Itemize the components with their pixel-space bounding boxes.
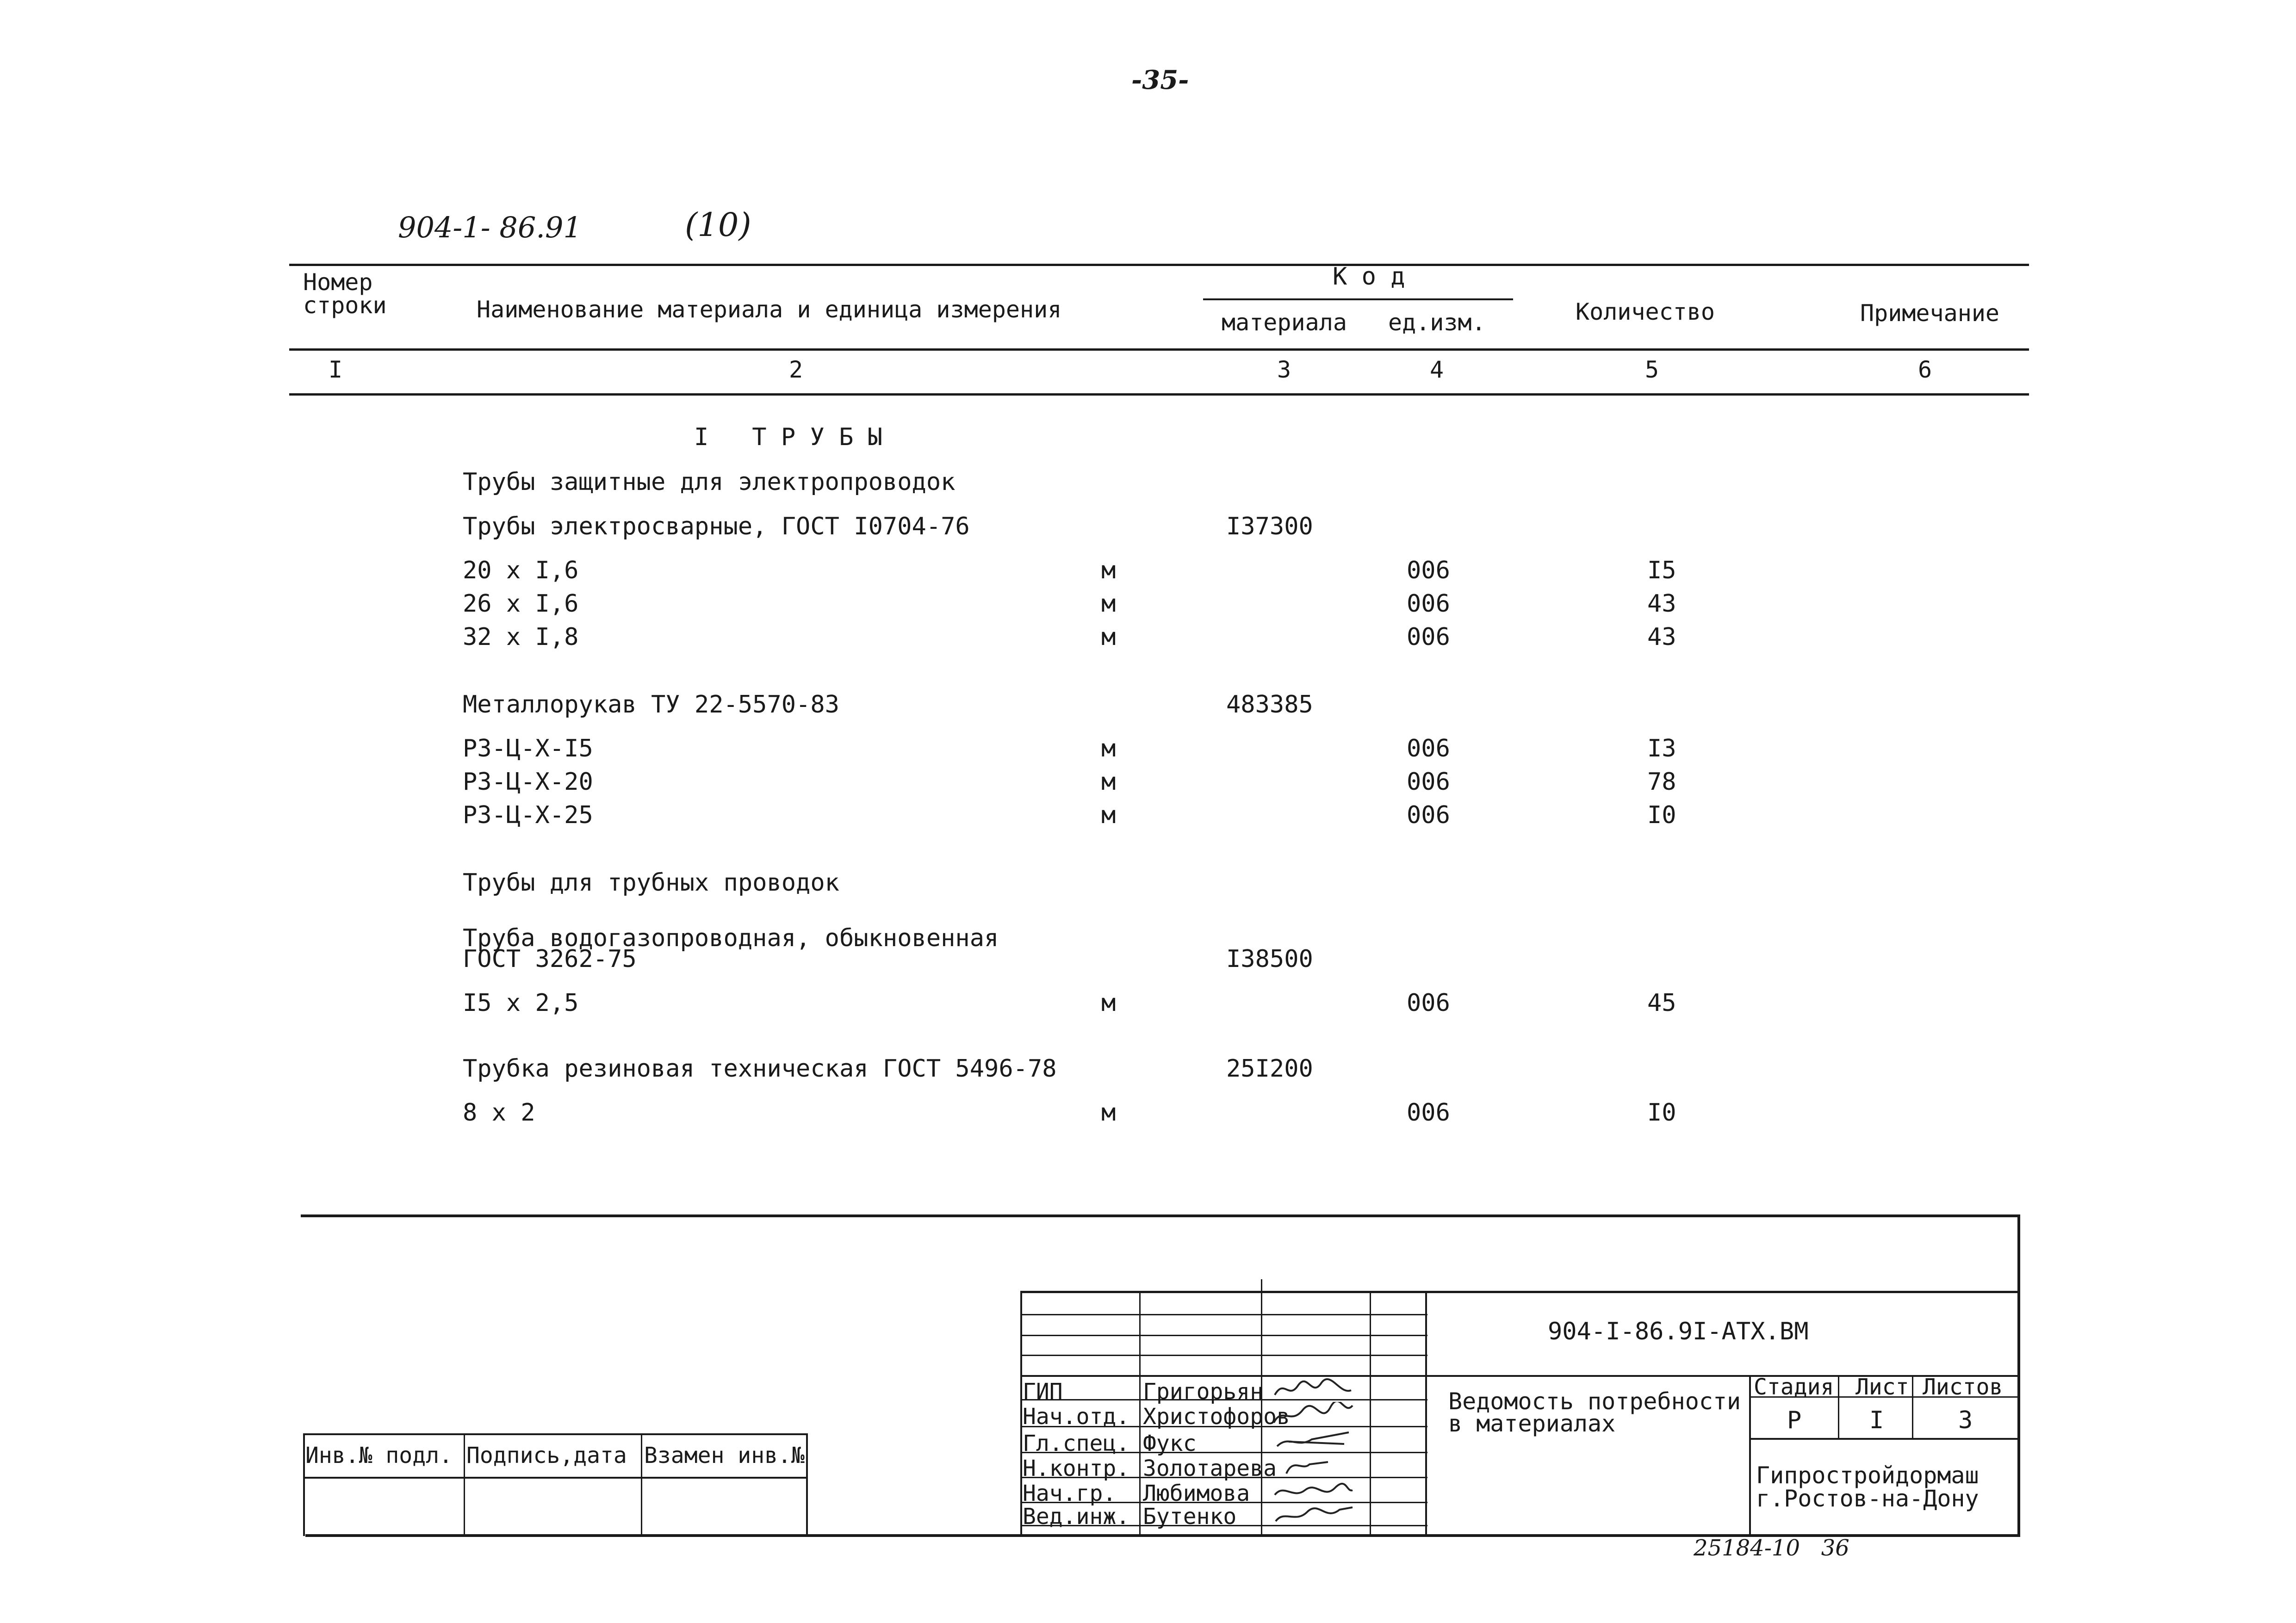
sheets-value: 3 — [1958, 1406, 1973, 1434]
header-row-number: Номер строки — [303, 269, 387, 319]
column-numbers-rule — [289, 393, 2029, 396]
header-bottom-rule — [289, 348, 2029, 351]
signature-scribble — [1270, 1402, 1353, 1428]
document-reference-sub: (10) — [685, 206, 751, 244]
inventory-vline — [464, 1433, 465, 1536]
inventory-vline — [806, 1433, 808, 1536]
list-item: Трубы защитные для электропроводок — [463, 468, 956, 496]
sig-grid-vline — [1425, 1291, 1427, 1536]
header-code-material: материала — [1222, 309, 1347, 336]
role-lead-engineer: Вед.инж. — [1023, 1504, 1130, 1530]
sig-grid-line — [1020, 1314, 1427, 1315]
replace-inventory-label: Взамен инв.№ — [644, 1443, 805, 1468]
stage-label: Стадия — [1754, 1374, 1834, 1400]
organization-city: г.Ростов-на-Дону — [1756, 1485, 1979, 1512]
list-item: Трубы электросварные, ГОСТ I0704-76 I37300 — [463, 513, 1313, 540]
name-lead-engineer: Бутенко — [1143, 1504, 1237, 1530]
name-head-dept: Христофоров — [1143, 1404, 1290, 1430]
stage-value-rule — [1749, 1438, 2020, 1440]
list-item: 8 х 2 м 006 I0 — [463, 1099, 1676, 1127]
role-chief-spec: Гл.спец. — [1023, 1431, 1130, 1456]
document-designation: 904-I-86.9I-АТХ.ВМ — [1548, 1318, 1809, 1345]
inventory-mid-rule — [303, 1477, 807, 1479]
list-item: Трубка резиновая техническая ГОСТ 5496-78 25I200 — [463, 1055, 1313, 1083]
sheet-label: Лист — [1855, 1374, 1909, 1400]
inventory-vline — [641, 1433, 642, 1536]
header-top-rule — [289, 264, 2029, 266]
sig-grid-vline — [1020, 1291, 1022, 1536]
section-title: I Т Р У Б Ы — [694, 423, 882, 451]
signature-scribble — [1270, 1428, 1353, 1454]
header-material-name: Наименование материала и единица измерения — [477, 296, 1062, 323]
list-item: 32 х I,8 м 006 43 — [463, 623, 1676, 651]
list-item: 26 х I,6 м 006 43 — [463, 590, 1676, 618]
sign-date-label: Подпись,дата — [466, 1443, 627, 1468]
signature-scribble — [1270, 1479, 1353, 1505]
title-org-divider — [1749, 1375, 1751, 1536]
list-item: ГОСТ 3262-75 I38500 — [463, 945, 1313, 973]
header-quantity: Количество — [1576, 298, 1715, 325]
archive-number: 25184-10 36 — [1694, 1535, 1849, 1561]
document-title-line-2: в материалах — [1448, 1410, 1616, 1437]
sheet-sheets-divider — [1912, 1375, 1913, 1439]
role-head-group: Нач.гр. — [1023, 1481, 1117, 1506]
role-head-dept: Нач.отд. — [1023, 1404, 1130, 1430]
inventory-number-label: Инв.№ подл. — [305, 1443, 453, 1468]
page-number: -35- — [1131, 65, 1189, 95]
list-item: РЗ-Ц-Х-20 м 006 78 — [463, 768, 1676, 796]
list-item: Металлорукав ТУ 22-5570-83 483385 — [463, 691, 1313, 719]
sig-grid-vline — [1139, 1291, 1141, 1536]
sig-grid-vline — [1370, 1291, 1371, 1536]
header-note: Примечание — [1860, 300, 2000, 327]
column-number-4: 4 — [1430, 356, 1444, 383]
list-item: РЗ-Ц-Х-25 м 006 I0 — [463, 801, 1676, 829]
header-code-group: К о д — [1333, 263, 1405, 291]
role-norm-control: Н.контр. — [1023, 1456, 1130, 1481]
list-item: РЗ-Ц-Х-I5 м 006 I3 — [463, 735, 1676, 762]
sig-grid-line — [1020, 1335, 1427, 1336]
name-gip: Григорьян — [1143, 1379, 1264, 1405]
column-number-6: 6 — [1918, 356, 1932, 383]
list-item: 20 х I,6 м 006 I5 — [463, 557, 1676, 584]
document-reference: 904-1- 86.91 — [398, 211, 582, 244]
column-number-3: 3 — [1277, 356, 1291, 383]
sig-grid-line — [1020, 1355, 1427, 1356]
name-head-group: Любимова — [1143, 1481, 1250, 1506]
header-code-unit: ед.изм. — [1388, 309, 1486, 336]
sheet-value: I — [1869, 1406, 1884, 1434]
signature-scribble — [1270, 1376, 1353, 1402]
header-code-rule — [1203, 298, 1513, 300]
column-number-5: 5 — [1645, 356, 1659, 383]
list-item: I5 х 2,5 м 006 45 — [463, 989, 1676, 1017]
inventory-vline — [303, 1433, 305, 1536]
stage-value: Р — [1787, 1406, 1802, 1434]
inventory-top-rule — [303, 1433, 807, 1435]
name-chief-spec: Фукс — [1143, 1431, 1197, 1456]
signature-scribble — [1270, 1503, 1353, 1529]
document-title-line-1: Ведомость потребности — [1448, 1388, 1741, 1415]
stage-sheet-divider — [1838, 1375, 1839, 1439]
name-norm-control: Золотарева — [1143, 1456, 1277, 1481]
stamp-top-rule — [1020, 1291, 2020, 1293]
signature-scribble — [1277, 1453, 1360, 1479]
column-number-1: I — [329, 356, 343, 383]
organization-name: Гипростройдормаш — [1756, 1462, 1979, 1489]
column-number-2: 2 — [789, 356, 803, 383]
list-item: Трубы для трубных проводок — [463, 869, 839, 897]
list-item: Труба водогазопроводная, обыкновенная — [463, 924, 999, 952]
role-gip: ГИП — [1023, 1379, 1063, 1405]
sheets-label: Листов — [1923, 1374, 2003, 1400]
frame-top-rule — [301, 1214, 2020, 1217]
